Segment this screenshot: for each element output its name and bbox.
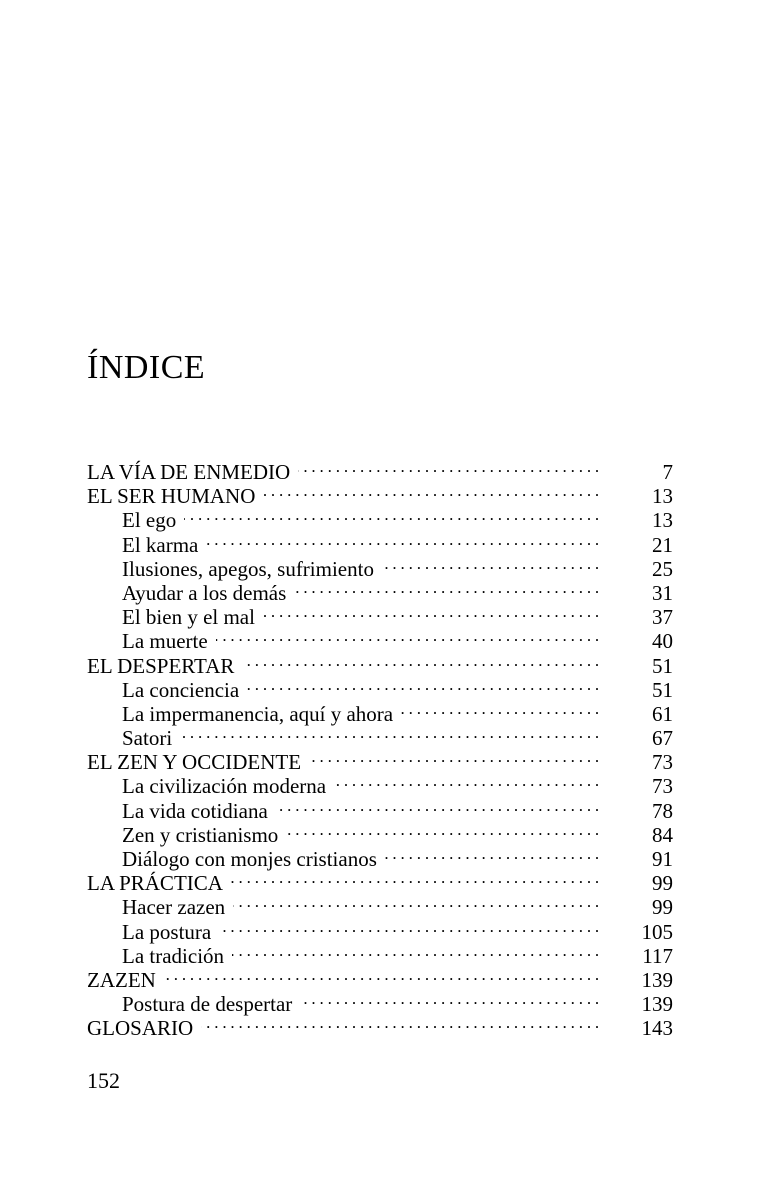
toc-entry-label: La muerte <box>122 629 208 654</box>
dot-leader <box>385 842 599 866</box>
dot-leader <box>232 939 599 963</box>
toc-entry-page: 78 <box>652 798 673 823</box>
toc-entry-page: 105 <box>641 919 673 944</box>
dot-leader <box>298 455 599 479</box>
toc-entry-page: 25 <box>652 556 673 581</box>
toc-entry-label: Zen y cristianismo <box>122 822 279 847</box>
dot-leader <box>219 915 599 939</box>
dot-leader <box>309 745 599 769</box>
toc-entry-label: Ilusiones, apegos, sufrimiento <box>122 556 374 581</box>
dot-leader <box>294 576 599 600</box>
dot-leader <box>263 600 599 624</box>
toc-entry-page: 99 <box>652 895 673 920</box>
toc-entry-label: El bien y el mal <box>122 605 255 630</box>
dot-leader <box>233 890 599 914</box>
toc-entry-page: 7 <box>662 460 673 484</box>
toc-entry-label: Diálogo con monjes cristianos <box>122 847 377 871</box>
toc-entry-label: La vida cotidiana <box>122 798 268 823</box>
toc-entry-page: 73 <box>652 750 673 775</box>
toc-entry-page: 51 <box>652 653 673 678</box>
toc-entry-page: 91 <box>652 847 673 871</box>
toc-entry-page: 51 <box>652 677 673 702</box>
toc-entry-label: LA PRÁCTICA <box>87 871 223 896</box>
toc-entry-label: La impermanencia, aquí y ahora <box>122 701 394 726</box>
toc-entry-label: Ayudar a los demás <box>122 580 287 605</box>
toc-entry-label: EL SER HUMANO <box>87 484 256 509</box>
toc-entry-page: 61 <box>652 701 673 726</box>
toc-entry-page: 37 <box>652 605 673 630</box>
toc-entry-label: La civilización moderna <box>122 774 327 799</box>
dot-leader <box>263 479 599 503</box>
toc-entry <box>87 455 673 484</box>
toc-entry-page: 143 <box>641 1016 673 1041</box>
toc-entry-label: ZAZEN <box>87 967 156 992</box>
toc-entry-page: 13 <box>652 508 673 533</box>
dot-leader <box>247 673 599 697</box>
toc-entry-label: EL DESPERTAR <box>87 653 235 678</box>
toc-subentry <box>87 987 673 1017</box>
dot-leader <box>276 794 599 818</box>
toc-entry-page: 31 <box>652 580 673 605</box>
toc-entry-label: GLOSARIO <box>87 1016 194 1041</box>
toc-entry-label: Postura de despertar <box>122 992 293 1017</box>
dot-leader <box>242 649 599 673</box>
toc-entry-page: 99 <box>652 871 673 896</box>
dot-leader <box>201 1011 599 1035</box>
table-of-contents <box>87 455 673 1041</box>
dot-leader <box>216 624 599 648</box>
toc-entry-label: LA VÍA DE ENMEDIO <box>87 460 291 484</box>
dot-leader <box>334 769 599 793</box>
dot-leader <box>180 721 599 745</box>
toc-entry-page: 139 <box>641 992 673 1017</box>
toc-entry-page: 67 <box>652 726 673 751</box>
toc-entry <box>87 745 673 775</box>
toc-entry-page: 84 <box>652 822 673 847</box>
toc-entry-page: 40 <box>652 629 673 654</box>
toc-entry-label: El karma <box>122 532 199 557</box>
toc-entry-page: 139 <box>641 967 673 992</box>
page-title: ÍNDICE <box>87 349 206 386</box>
dot-leader <box>382 552 599 576</box>
toc-entry-page: 21 <box>652 532 673 557</box>
dot-leader <box>401 697 599 721</box>
toc-entry-page: 73 <box>652 774 673 799</box>
toc-entry-label: La postura <box>122 919 212 944</box>
dot-leader <box>164 963 599 987</box>
toc-entry-label: El ego <box>122 508 177 533</box>
dot-leader <box>300 987 599 1011</box>
dot-leader <box>206 528 599 552</box>
toc-entry-label: Hacer zazen <box>122 895 226 920</box>
dot-leader <box>184 503 599 527</box>
toc-entry <box>87 963 673 992</box>
toc-entry-label: Satori <box>122 726 173 751</box>
dot-leader <box>231 866 599 890</box>
toc-entry-label: La tradición <box>122 943 225 968</box>
toc-entry-page: 13 <box>652 484 673 509</box>
toc-entry-page: 117 <box>642 943 673 968</box>
toc-entry-label: EL ZEN Y OCCIDENTE <box>87 750 302 775</box>
dot-leader <box>286 818 599 842</box>
toc-entry-label: La conciencia <box>122 677 240 702</box>
page-number: 152 <box>87 1068 120 1093</box>
